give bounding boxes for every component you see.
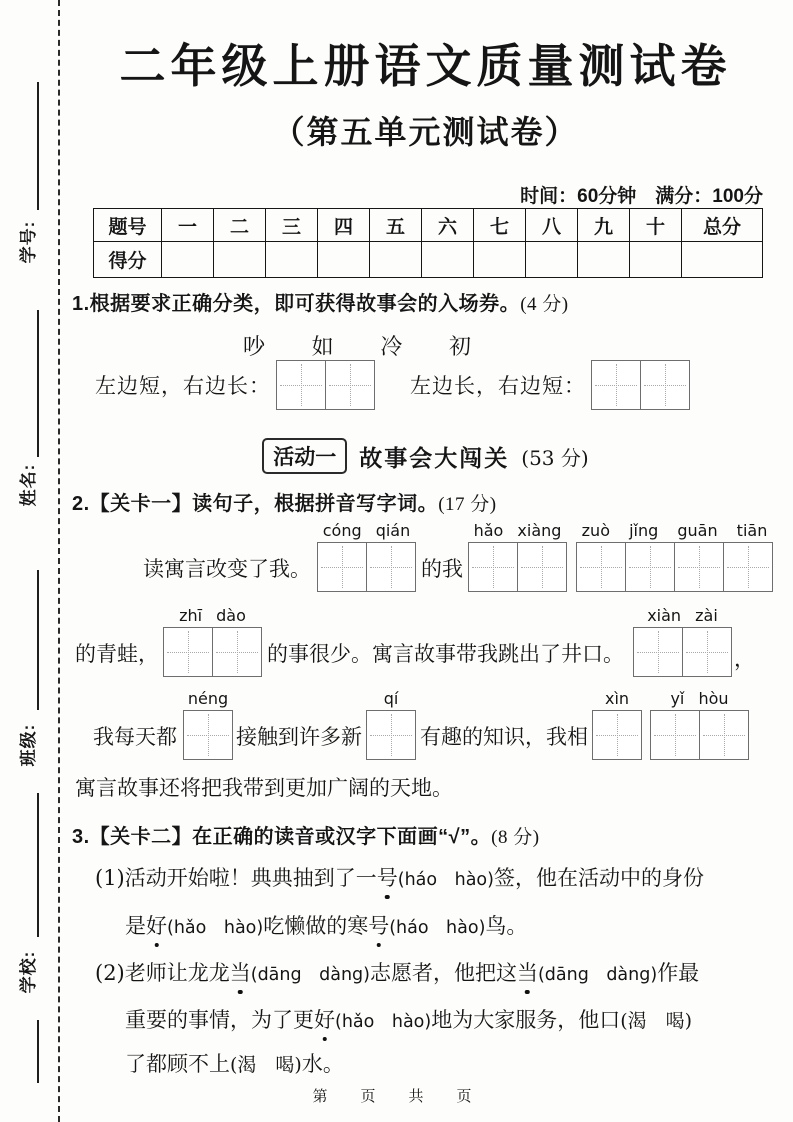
q3-text: 了都顾不上 xyxy=(125,1052,230,1076)
grid-cell[interactable] xyxy=(325,361,374,409)
q3-character-choice[interactable]: (渴 喝) xyxy=(230,1054,302,1076)
q3-pinyin-choice[interactable]: (háo hào) xyxy=(389,918,486,938)
score-cell[interactable] xyxy=(266,242,318,278)
pinyin-box-neng xyxy=(183,689,233,760)
q3-item2-line2 xyxy=(125,1004,692,1034)
score-cell-total[interactable] xyxy=(682,242,763,278)
page-subtitle: （第五单元测试卷） xyxy=(272,114,579,150)
q2-r2-text-2: 的事很少。寓言故事带我跳出了井口。 xyxy=(267,642,624,666)
q2-r2-comma: ， xyxy=(734,647,755,671)
score-cell[interactable] xyxy=(370,242,422,278)
score-col-2: 二 xyxy=(214,209,266,242)
pinyin-haoxiang: hǎo xiàng xyxy=(473,521,562,540)
grid-cell[interactable] xyxy=(277,361,325,409)
score-col-5: 五 xyxy=(370,209,422,242)
grid-cell[interactable] xyxy=(212,628,261,676)
grid-cell[interactable] xyxy=(184,711,232,759)
question-1-text: 1.根据要求正确分类，即可获得故事会的入场券。 xyxy=(72,293,521,315)
pinyin-xin: xìn xyxy=(604,689,630,708)
char-leng: 冷 xyxy=(380,335,403,360)
writing-grid[interactable] xyxy=(592,710,642,760)
activity-title: 故事会大闯关 xyxy=(359,444,510,471)
binding-sidebar xyxy=(0,0,58,1122)
score-cell[interactable] xyxy=(318,242,370,278)
writing-grid[interactable] xyxy=(317,542,416,592)
writing-grid[interactable] xyxy=(163,627,262,677)
page-number-footer: 第 页 共 页 xyxy=(312,1088,481,1105)
q1-left-short-label: 左边短，右边长： xyxy=(95,374,271,398)
q3-pinyin-choice[interactable]: (dāng dàng) xyxy=(537,965,658,985)
char-chu: 初 xyxy=(448,335,471,360)
pinyin-zuojingguantian: zuò jǐng guān tiān xyxy=(581,521,768,540)
pinyin-box-yihou xyxy=(650,689,749,760)
q3-emphasized-char: 号 xyxy=(377,862,398,892)
q3-text: 签，他在活动中的身份 xyxy=(493,866,704,890)
score-cell[interactable] xyxy=(526,242,578,278)
question-2-text: 2.【关卡一】读句子，根据拼音写字词。 xyxy=(72,493,439,515)
classification-characters xyxy=(243,330,471,361)
q1-left-long-label: 左边长，右边短： xyxy=(410,374,586,398)
q3-item2-line1 xyxy=(95,957,699,987)
grid-cell[interactable] xyxy=(674,543,723,591)
grid-cell[interactable] xyxy=(517,543,566,591)
q3-emphasized-char: 当 xyxy=(230,957,251,987)
score-table-score-row xyxy=(94,242,763,278)
school-label: 学校: xyxy=(19,950,38,994)
pinyin-box-zuojingguantian xyxy=(576,521,773,592)
grid-cell[interactable] xyxy=(164,628,212,676)
score-col-total: 总分 xyxy=(682,209,763,242)
grid-cell[interactable] xyxy=(634,628,682,676)
grid-cell[interactable] xyxy=(640,361,689,409)
grid-cell[interactable] xyxy=(593,711,641,759)
activity-banner xyxy=(58,438,793,474)
q2-r1-text-2: 的我 xyxy=(421,557,463,581)
q3-character-choice[interactable]: (渴 喝) xyxy=(620,1010,693,1032)
score-cell[interactable] xyxy=(422,242,474,278)
pinyin-box-zhidao xyxy=(163,606,262,677)
q2-row-2 xyxy=(75,605,755,677)
q1-answer-grid-2[interactable] xyxy=(591,360,690,410)
q3-emphasized-char: 当 xyxy=(517,957,538,987)
q3-emphasized-char: 好 xyxy=(314,1004,335,1034)
q2-row-1 xyxy=(143,520,773,592)
score-col-6: 六 xyxy=(422,209,474,242)
q3-item2-line3 xyxy=(125,1048,344,1078)
q3-text: 吃懒做的寒 xyxy=(263,914,369,938)
q3-text: 活动开始啦！典典抽到了一 xyxy=(124,866,377,890)
char-chao: 吵 xyxy=(243,335,266,360)
q3-text: 地为大家服务，他口 xyxy=(431,1008,621,1032)
school-blank-line[interactable] xyxy=(37,793,39,937)
score-table-corner: 题号 xyxy=(94,209,162,242)
q3-pinyin-choice[interactable]: (háo hào) xyxy=(397,870,494,890)
q3-text: 老师让龙龙 xyxy=(124,961,230,985)
page-title: 二年级上册语文质量测试卷 xyxy=(119,40,732,92)
grid-cell[interactable] xyxy=(469,543,517,591)
q2-r3-text-1: 我每天都 xyxy=(93,725,177,749)
pinyin-yihou: yǐ hòu xyxy=(670,689,729,708)
q3-text: 是 xyxy=(125,914,146,938)
pinyin-zhidao: zhī dào xyxy=(179,606,246,625)
char-ru: 如 xyxy=(311,335,334,360)
question-1-points: (4 分) xyxy=(520,294,569,315)
pinyin-box-xin xyxy=(592,689,642,760)
writing-grid[interactable] xyxy=(576,542,773,592)
score-table-header-row xyxy=(94,209,763,242)
q3-text: 重要的事情，为了更 xyxy=(125,1008,314,1032)
score-col-3: 三 xyxy=(266,209,318,242)
q3-text: 作最 xyxy=(657,961,700,985)
q3-pinyin-choice[interactable]: (hǎo hào) xyxy=(335,1012,432,1032)
pinyin-box-qi xyxy=(366,689,416,760)
paper-content xyxy=(58,0,793,1122)
question-3-stem xyxy=(72,820,540,849)
pinyin-box-xianzai xyxy=(633,606,732,677)
q1-answer-grid-1[interactable] xyxy=(276,360,375,410)
writing-grid[interactable] xyxy=(468,542,567,592)
grid-cell[interactable] xyxy=(723,543,772,591)
class-label: 班级: xyxy=(19,723,38,767)
score-cell[interactable] xyxy=(474,242,526,278)
student-name-blank-line[interactable] xyxy=(37,310,39,457)
grid-cell[interactable] xyxy=(592,361,640,409)
grid-cell[interactable] xyxy=(367,711,415,759)
student-name-label: 姓名: xyxy=(19,463,38,507)
student-id-blank-line[interactable] xyxy=(37,82,39,210)
q3-text: 鸟。 xyxy=(485,914,528,938)
score-col-10: 十 xyxy=(630,209,682,242)
question-2-points: (17 分) xyxy=(438,494,497,515)
q2-r2-text-1: 的青蛙， xyxy=(75,642,159,666)
student-id-label: 学号: xyxy=(19,220,38,264)
q3-emphasized-char: 好 xyxy=(146,910,167,940)
pinyin-box-haoxiang xyxy=(468,521,567,592)
score-cell[interactable] xyxy=(578,242,630,278)
activity-badge: 活动一 xyxy=(262,438,347,474)
pinyin-congqian: cóng qián xyxy=(322,521,411,540)
writing-grid[interactable] xyxy=(650,710,749,760)
score-col-4: 四 xyxy=(318,209,370,242)
q3-pinyin-choice[interactable]: (hǎo hào) xyxy=(167,918,264,938)
grid-cell[interactable] xyxy=(699,711,748,759)
q2-row-4: 寓言故事还将把我带到更加广阔的天地。 xyxy=(75,776,453,800)
grid-cell[interactable] xyxy=(577,543,625,591)
writing-grid[interactable] xyxy=(366,710,416,760)
score-row-label: 得分 xyxy=(94,242,162,278)
q3-pinyin-choice[interactable]: (dāng dàng) xyxy=(250,965,370,985)
question-3-points: (8 分) xyxy=(491,827,540,848)
question-1-stem xyxy=(72,287,569,316)
sidebar-extra-line[interactable] xyxy=(37,1020,39,1083)
score-col-7: 七 xyxy=(474,209,526,242)
q1-left-short-group xyxy=(95,360,375,410)
grid-cell[interactable] xyxy=(318,543,366,591)
question-2-stem xyxy=(72,487,497,516)
question-3-text: 3.【关卡二】在正确的读音或汉字下面画“√”。 xyxy=(72,826,492,848)
q2-r3-text-2: 接触到许多新 xyxy=(236,725,362,749)
q2-row-3 xyxy=(93,688,749,760)
q2-r3-text-3: 有趣的知识，我相 xyxy=(420,725,588,749)
pinyin-box-congqian xyxy=(317,521,416,592)
score-col-9: 九 xyxy=(578,209,630,242)
time-score-info: 时间：60分钟 满分：100分 xyxy=(520,186,763,207)
q3-text: 水。 xyxy=(301,1052,344,1076)
writing-grid[interactable] xyxy=(633,627,732,677)
q1-left-long-group xyxy=(410,360,690,410)
pinyin-xianzai: xiàn zài xyxy=(647,606,718,625)
score-cell[interactable] xyxy=(162,242,214,278)
score-cell[interactable] xyxy=(214,242,266,278)
pinyin-neng: néng xyxy=(187,689,229,708)
q3-item1-line1 xyxy=(95,862,704,892)
writing-grid[interactable] xyxy=(183,710,233,760)
score-col-8: 八 xyxy=(526,209,578,242)
grid-cell[interactable] xyxy=(651,711,699,759)
grid-cell[interactable] xyxy=(366,543,415,591)
score-cell[interactable] xyxy=(630,242,682,278)
q2-r1-text-1: 读寓言改变了我。 xyxy=(143,557,311,581)
class-blank-line[interactable] xyxy=(37,570,39,710)
grid-cell[interactable] xyxy=(682,628,731,676)
grid-cell[interactable] xyxy=(625,543,674,591)
q3-item1-line2 xyxy=(125,910,527,940)
activity-points: (53 分) xyxy=(521,445,589,470)
q3-text: 志愿者，他把这 xyxy=(369,961,517,985)
pinyin-qi: qí xyxy=(383,689,399,708)
score-table xyxy=(93,208,763,278)
q3-item2-number: (2) xyxy=(95,961,125,985)
q3-emphasized-char: 号 xyxy=(368,910,389,940)
score-col-1: 一 xyxy=(162,209,214,242)
q3-item1-number: (1) xyxy=(95,866,125,890)
